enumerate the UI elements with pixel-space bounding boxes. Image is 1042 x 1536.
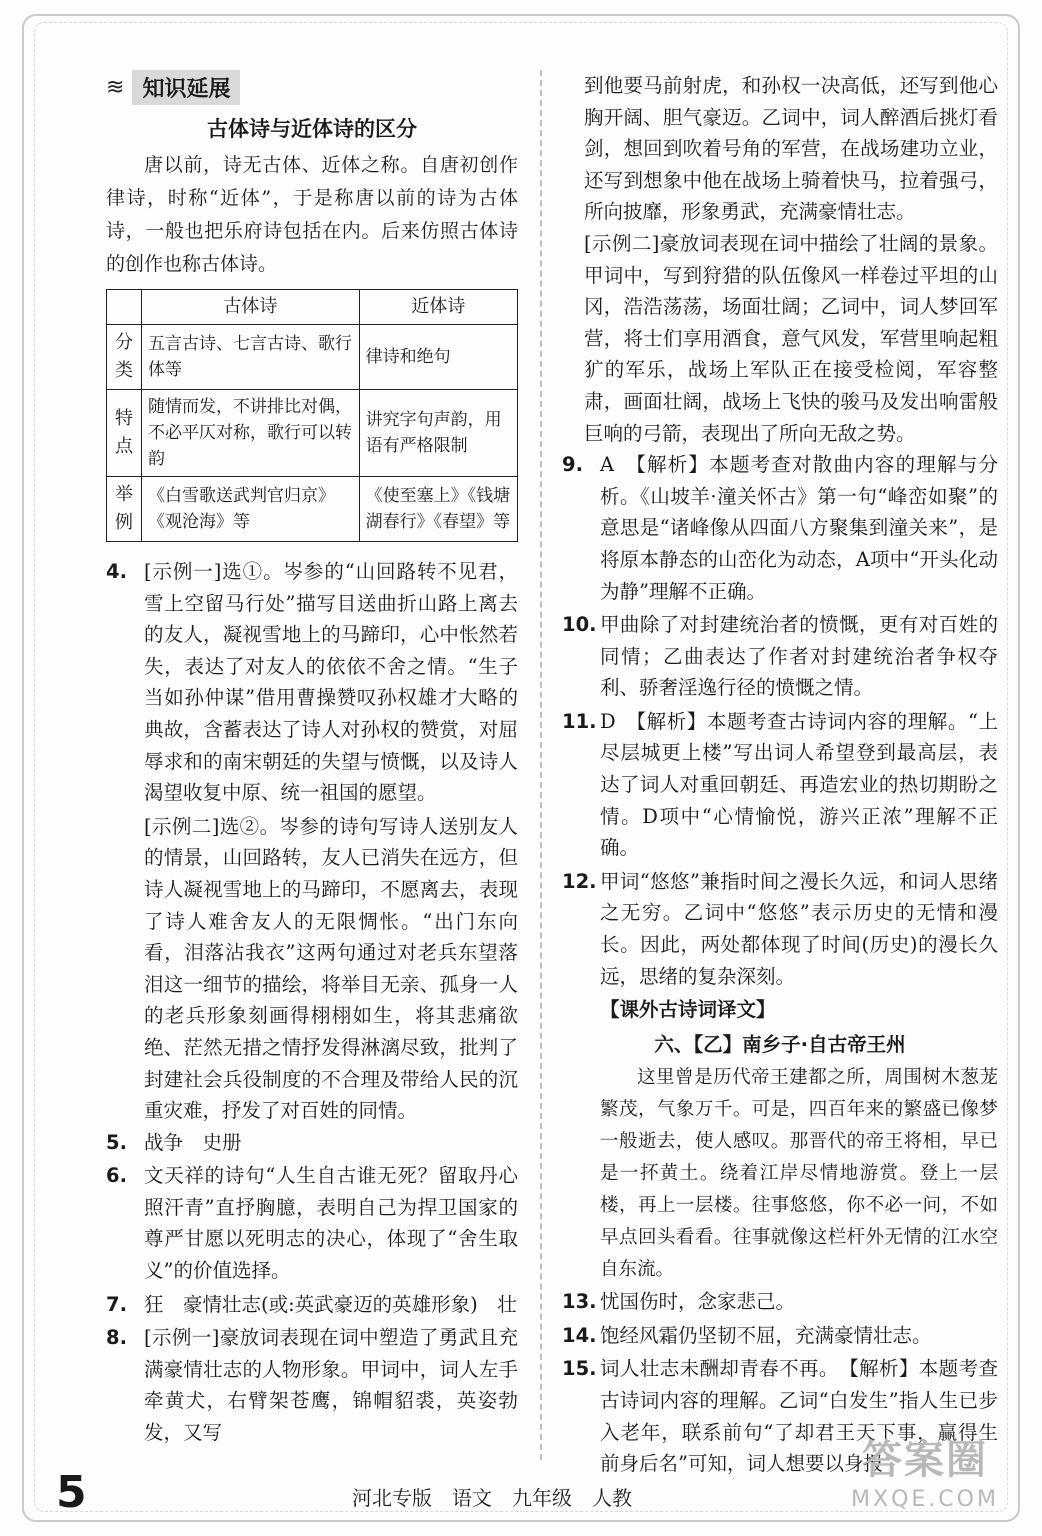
table-cell-ancient: 随情而发，不讲排比对偶，不必平仄对称，歌行可以转韵	[142, 390, 360, 477]
answer-number: 11.	[562, 709, 597, 733]
answer-number: 13.	[562, 1290, 597, 1314]
answer-text: 词人壮志未酬却青春不再。 【解析】本题考查古诗词内容的理解。乙词“白发生”指人生已步入老年，联系前句“了却君王天下事，赢得生前身后名”可知，词人想要以身报	[600, 1357, 998, 1476]
answer-8-continued: 到他要马前射虎，和孙权一决高低，还写到他心胸开阔、胆气豪迈。乙词中，词人醉酒后挑灯看剑，想回到吹着号角的军营，在战场建功立业，还写到想象中他在战场上骑着快马，拉着强弓，所向披靡，形象勇武，充满豪情壮志。	[584, 74, 998, 224]
knowledge-header	[106, 70, 518, 105]
table-header-ancient: 古体诗	[142, 290, 360, 325]
watermark-sub: MXQE.COM	[851, 1487, 999, 1512]
knowledge-paragraph: 唐以前，诗无古体、近体之称。自唐初创作律诗，时称“近体”，于是称唐以前的诗为古体诗，一般也把乐府诗包括在内。后来仿照古体诗的创作也称古体诗。	[106, 154, 518, 275]
table-cell-ancient: 五言古诗、七言古诗、歌行体等	[142, 325, 360, 390]
poem-title: 六、【乙】南乡子·自古帝王州	[654, 1033, 906, 1057]
answer-number: 15.	[562, 1357, 597, 1381]
knowledge-title: 古体诗与近体诗的区分	[207, 117, 417, 141]
table-row-label: 分类	[107, 325, 142, 390]
answer-number: 9.	[562, 453, 583, 477]
left-column	[106, 70, 518, 1451]
knowledge-header-title: 知识延展	[132, 70, 240, 105]
table-cell-modern: 《使至塞上》《钱塘湖春行》《春望》等	[359, 477, 517, 542]
answer-10	[562, 609, 998, 704]
table-cell-modern: 律诗和绝句	[359, 325, 517, 390]
answer-number: 5.	[106, 1130, 127, 1154]
table-row	[107, 477, 518, 542]
right-column	[562, 70, 998, 1482]
answer-4-example-2: [示例二]选②。岑参的诗句写诗人送别友人的情景，山回路转，友人已消失在远方，但诗人凝视雪地上的马蹄印，不愿离去，表现了诗人难舍友人的无限惆怅。“出门东向看，泪落沾我衣”这两句通过对老兵东望落泪这一细节的描绘，将举目无亲、孤身一人的老兵形象刻画得栩栩如生，将其悲痛欲绝、茫然无措之情抒发得淋漓尽致，批判了封建社会兵役制度的不合理及带给人民的沉重灾难，抒发了对百姓的同情。	[144, 814, 518, 1123]
answer-text: 饱经风霜仍坚韧不屈，充满豪情壮志。	[600, 1323, 932, 1347]
watermark-main: 答案圈	[862, 1437, 988, 1483]
watermark-logo	[830, 1434, 1020, 1526]
answer-9	[562, 449, 998, 607]
comparison-table	[106, 289, 518, 542]
answer-7	[106, 1289, 518, 1321]
answer-6	[106, 1160, 518, 1286]
answer-number: 10.	[562, 613, 597, 637]
waves-icon: ≋	[106, 75, 125, 100]
table-row	[107, 325, 518, 390]
extra-translation-title: 【课外古诗词译文】	[600, 998, 776, 1022]
answer-8	[106, 1322, 518, 1448]
table-header-row	[107, 290, 518, 325]
answer-12	[562, 866, 998, 992]
answer-text: A 【解析】本题考查对散曲内容的理解与分析。《山坡羊·潼关怀古》第一句“峰峦如聚”的意思是“诸峰像从四面八方聚集到潼关来”，是将原本静态的山峦化为动态，A项中“开头化动为静”理解不正确。	[600, 453, 998, 603]
table-corner	[107, 290, 142, 325]
table-row-label: 举例	[107, 477, 142, 542]
answer-5	[106, 1127, 518, 1159]
answer-text: 忧国伤时，念家悲己。	[600, 1290, 796, 1314]
answer-text: D 【解析】本题考查古诗词内容的理解。“上尽层城更上楼”写出词人希望登到最高层，表达了词人对重回朝廷、再造宏业的热切期盼之情。D项中“心情愉悦，游兴正浓”理解不正确。	[600, 709, 998, 860]
answer-number: 14.	[562, 1323, 597, 1347]
table-cell-modern: 讲究字句声韵，用语有严格限制	[359, 390, 517, 477]
answer-number: 7.	[106, 1292, 127, 1316]
answer-13	[562, 1286, 998, 1318]
footer-info: 河北专版 语文 九年级 人教	[352, 1486, 632, 1510]
answer-text: 甲词“悠悠”兼指时间之漫长久远，和词人思绪之无穷。乙词中“悠悠”表示历史的无情和漫长。因此，两处都体现了时间(历史)的漫长久远，思绪的复杂深刻。	[600, 869, 998, 988]
table-header-modern: 近体诗	[359, 290, 517, 325]
column-divider	[540, 70, 542, 1460]
answer-text: [示例一]豪放词表现在词中塑造了勇武且充满豪情壮志的人物形象。甲词中，词人左手牵黄犬，右臂架苍鹰，锦帽貂裘，英姿勃发，又写	[144, 1326, 518, 1445]
answer-8-example-2: [示例二]豪放词表现在词中描绘了壮阔的景象。甲词中，写到狩猎的队伍像风一样卷过平坦的山冈，浩浩荡荡，场面壮阔；乙词中，词人梦回军营，将士们享用酒食，意气风发，军营里响起粗犷的军乐，战场上军队正在接受检阅，军容整肃，画面壮阔，战场上飞快的骏马及发出响雷般巨响的弓箭，表现出了所向无敌之势。	[584, 231, 998, 445]
answer-text: 甲曲除了对封建统治者的愤慨，更有对百姓的同情；乙曲表达了作者对封建统治者争权夺利、骄奢淫逸行径的愤慨之情。	[600, 613, 998, 700]
answer-text: 文天祥的诗句“人生自古谁无死？留取丹心照汗青”直抒胸臆，表明自己为捍卫国家的尊严甘愿以死明志的决心，体现了“舍生取义”的价值选择。	[144, 1164, 518, 1283]
answer-14	[562, 1320, 998, 1352]
answer-number: 6.	[106, 1164, 127, 1188]
answer-11	[562, 706, 998, 864]
answer-text: 狂 豪情壮志(或:英武豪迈的英雄形象) 壮	[144, 1292, 517, 1316]
answer-number: 4.	[106, 560, 127, 583]
table-cell-ancient: 《白雪歌送武判官归京》《观沧海》等	[142, 477, 360, 542]
table-row	[107, 390, 518, 477]
table-row-label: 特点	[107, 390, 142, 477]
poem-translation: 这里曾是历代帝王建都之所，周围树木葱茏繁茂，气象万千。可是，四百年来的繁盛已像梦一般逝去，使人感叹。那晋代的帝王将相，早已是一抔黄土。绕着江岸尽情地游赏。登上一层楼，再上一层楼。往事悠悠，你不必一问，不如早点回头看看。往事就像这栏杆外无情的江水空自东流。	[600, 1067, 998, 1281]
answer-4	[106, 556, 518, 809]
answer-text: 战争 史册	[144, 1130, 242, 1154]
page-number: 5	[56, 1467, 87, 1518]
answer-text: [示例一]选①。岑参的“山回路转不见君，雪上空留马行处”描写目送曲折山路上离去的友人，凝视雪地上的马蹄印，心中怅然若失，表达了对友人的依依不舍之情。“生子当如孙仲谋”借用曹操赞叹孙权雄才大略的典故，含蓄表达了诗人对孙权的赞赏，对屈辱求和的南宋朝廷的失望与愤慨，以及诗人渴望收复中原、统一祖国的愿望。	[144, 560, 518, 805]
answer-number: 12.	[562, 869, 597, 893]
answer-number: 8.	[106, 1326, 127, 1350]
